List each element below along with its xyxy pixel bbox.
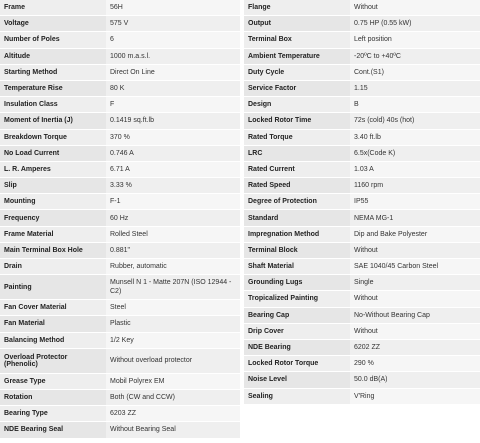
- spec-row: [244, 356, 480, 372]
- spec-label: Temperature Rise: [0, 80, 106, 96]
- spec-value: 3.40 ft.lb: [350, 129, 480, 145]
- spec-column-right: [240, 0, 480, 443]
- spec-value: 3.33 %: [106, 178, 240, 194]
- spec-value: Left position: [350, 32, 480, 48]
- spec-value: NEMA MG-1: [350, 210, 480, 226]
- spec-label: Grounding Lugs: [244, 275, 350, 291]
- spec-value: IP55: [350, 194, 480, 210]
- spec-value: Without overload protector: [106, 348, 240, 373]
- spec-table-right: [244, 0, 480, 405]
- spec-row: [244, 97, 480, 113]
- spec-value: Direct On Line: [106, 64, 240, 80]
- spec-label: Service Factor: [244, 80, 350, 96]
- spec-row: [0, 259, 240, 275]
- spec-row: [244, 113, 480, 129]
- spec-label: Ambient Temperature: [244, 48, 350, 64]
- spec-label: Output: [244, 16, 350, 32]
- spec-value: Steel: [106, 300, 240, 316]
- spec-label: Shaft Material: [244, 259, 350, 275]
- spec-row: [244, 323, 480, 339]
- spec-label: Rotation: [0, 389, 106, 405]
- spec-label: Locked Rotor Torque: [244, 356, 350, 372]
- spec-label: Sealing: [244, 388, 350, 404]
- spec-label: Standard: [244, 210, 350, 226]
- spec-label: Duty Cycle: [244, 64, 350, 80]
- spec-row: [0, 97, 240, 113]
- spec-value: 0.746 A: [106, 145, 240, 161]
- spec-value: 50.0 dB(A): [350, 372, 480, 388]
- spec-value: 6202 ZZ: [350, 339, 480, 355]
- spec-label: Terminal Box: [244, 32, 350, 48]
- spec-label: Flange: [244, 0, 350, 16]
- spec-value: F: [106, 97, 240, 113]
- spec-label: Number of Poles: [0, 32, 106, 48]
- spec-label: Fan Material: [0, 316, 106, 332]
- spec-value: 1.15: [350, 80, 480, 96]
- spec-row: [0, 16, 240, 32]
- spec-row: [244, 0, 480, 16]
- spec-row: [0, 373, 240, 389]
- spec-value: 6.5x(Code K): [350, 145, 480, 161]
- spec-value: 6.71 A: [106, 161, 240, 177]
- spec-row: [0, 275, 240, 300]
- spec-label: Rated Speed: [244, 178, 350, 194]
- spec-row: [0, 316, 240, 332]
- spec-value: 0.1419 sq.ft.lb: [106, 113, 240, 129]
- spec-row: [244, 16, 480, 32]
- spec-value: Cont.(S1): [350, 64, 480, 80]
- spec-row: [0, 242, 240, 258]
- spec-label: Balancing Method: [0, 332, 106, 348]
- spec-value: Without: [350, 323, 480, 339]
- spec-label: Insulation Class: [0, 97, 106, 113]
- spec-label: Starting Method: [0, 64, 106, 80]
- spec-row: [244, 242, 480, 258]
- spec-label: Tropicalized Painting: [244, 291, 350, 307]
- spec-value: 1/2 Key: [106, 332, 240, 348]
- spec-label: Bearing Cap: [244, 307, 350, 323]
- spec-row: [0, 406, 240, 422]
- spec-row: [244, 275, 480, 291]
- spec-value: Plastic: [106, 316, 240, 332]
- spec-label: Slip: [0, 178, 106, 194]
- spec-value: Without: [350, 242, 480, 258]
- spec-table-left: [0, 0, 240, 439]
- spec-label: Overload Protector (Phenolic): [0, 348, 106, 373]
- spec-value: 290 %: [350, 356, 480, 372]
- spec-row: [0, 332, 240, 348]
- spec-row: [244, 80, 480, 96]
- spec-label: Frame: [0, 0, 106, 16]
- spec-row: [244, 226, 480, 242]
- spec-value: No-Without Bearing Cap: [350, 307, 480, 323]
- spec-label: Mounting: [0, 194, 106, 210]
- spec-row: [0, 80, 240, 96]
- spec-row: [0, 226, 240, 242]
- spec-row: [0, 129, 240, 145]
- spec-label: Drain: [0, 259, 106, 275]
- spec-row: [0, 113, 240, 129]
- spec-row: [244, 339, 480, 355]
- spec-row: [244, 178, 480, 194]
- spec-label: Grease Type: [0, 373, 106, 389]
- spec-value: Without: [350, 0, 480, 16]
- spec-label: Frequency: [0, 210, 106, 226]
- spec-label: Frame Material: [0, 226, 106, 242]
- spec-label: LRC: [244, 145, 350, 161]
- spec-row: [0, 178, 240, 194]
- spec-row: [244, 129, 480, 145]
- spec-value: 575 V: [106, 16, 240, 32]
- spec-row: [244, 307, 480, 323]
- spec-value: Without Bearing Seal: [106, 422, 240, 438]
- spec-value: 1160 rpm: [350, 178, 480, 194]
- spec-row: [0, 145, 240, 161]
- spec-row: [0, 422, 240, 438]
- spec-label: L. R. Amperes: [0, 161, 106, 177]
- spec-label: Main Terminal Box Hole: [0, 242, 106, 258]
- spec-value: 0.75 HP (0.55 kW): [350, 16, 480, 32]
- spec-label: Degree of Protection: [244, 194, 350, 210]
- spec-label: Breakdown Torque: [0, 129, 106, 145]
- spec-value: 6: [106, 32, 240, 48]
- spec-row: [0, 0, 240, 16]
- spec-value: Munsell N 1 - Matte 207N (ISO 12944 - C2): [106, 275, 240, 300]
- spec-label: Painting: [0, 275, 106, 300]
- spec-label: Locked Rotor Time: [244, 113, 350, 129]
- spec-value: 1.03 A: [350, 161, 480, 177]
- spec-label: Rated Torque: [244, 129, 350, 145]
- spec-row: [0, 48, 240, 64]
- spec-value: 6203 ZZ: [106, 406, 240, 422]
- spec-row: [244, 64, 480, 80]
- spec-row: [244, 161, 480, 177]
- spec-row: [244, 388, 480, 404]
- spec-label: NDE Bearing Seal: [0, 422, 106, 438]
- spec-row: [244, 194, 480, 210]
- spec-label: Noise Level: [244, 372, 350, 388]
- spec-row: [244, 372, 480, 388]
- spec-value: Both (CW and CCW): [106, 389, 240, 405]
- spec-value: Rubber, automatic: [106, 259, 240, 275]
- spec-row: [244, 145, 480, 161]
- spec-value: Rolled Steel: [106, 226, 240, 242]
- spec-value: Single: [350, 275, 480, 291]
- spec-row: [244, 210, 480, 226]
- spec-label: Fan Cover Material: [0, 300, 106, 316]
- spec-label: Voltage: [0, 16, 106, 32]
- spec-row: [0, 64, 240, 80]
- spec-label: Impregnation Method: [244, 226, 350, 242]
- spec-value: V'Ring: [350, 388, 480, 404]
- spec-row: [0, 194, 240, 210]
- spec-value: B: [350, 97, 480, 113]
- spec-row: [0, 389, 240, 405]
- spec-row: [0, 161, 240, 177]
- spec-value: SAE 1040/45 Carbon Steel: [350, 259, 480, 275]
- spec-row: [0, 348, 240, 373]
- spec-row: [244, 291, 480, 307]
- spec-value: 56H: [106, 0, 240, 16]
- spec-value: Mobil Polyrex EM: [106, 373, 240, 389]
- spec-value: 72s (cold) 40s (hot): [350, 113, 480, 129]
- spec-label: No Load Current: [0, 145, 106, 161]
- spec-label: Drip Cover: [244, 323, 350, 339]
- spec-value: 370 %: [106, 129, 240, 145]
- spec-row: [0, 32, 240, 48]
- spec-value: 0.881": [106, 242, 240, 258]
- spec-value: 60 Hz: [106, 210, 240, 226]
- spec-label: Rated Current: [244, 161, 350, 177]
- spec-value: Without: [350, 291, 480, 307]
- spec-value: 80 K: [106, 80, 240, 96]
- spec-label: Terminal Block: [244, 242, 350, 258]
- spec-label: NDE Bearing: [244, 339, 350, 355]
- spec-label: Bearing Type: [0, 406, 106, 422]
- spec-value: 1000 m.a.s.l.: [106, 48, 240, 64]
- spec-value: Dip and Bake Polyester: [350, 226, 480, 242]
- spec-label: Design: [244, 97, 350, 113]
- spec-label: Moment of Inertia (J): [0, 113, 106, 129]
- spec-value: -20ºC to +40ºC: [350, 48, 480, 64]
- spec-row: [0, 300, 240, 316]
- spec-value: F-1: [106, 194, 240, 210]
- spec-label: Altitude: [0, 48, 106, 64]
- spec-row: [0, 210, 240, 226]
- spec-row: [244, 32, 480, 48]
- spec-row: [244, 48, 480, 64]
- spec-row: [244, 259, 480, 275]
